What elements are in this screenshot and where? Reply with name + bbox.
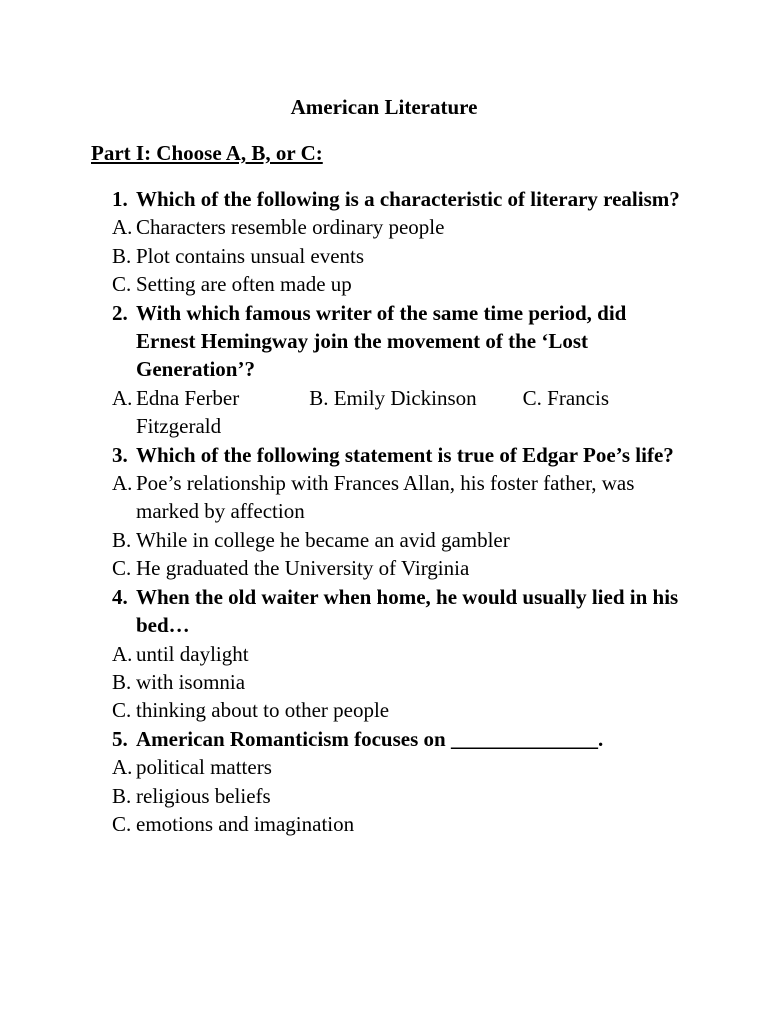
option-letter: B. xyxy=(112,783,132,808)
option-letter: C. xyxy=(522,385,542,410)
option-4a xyxy=(112,640,682,668)
question-text: Which of the following statement is true of Edgar Poe’s life? xyxy=(136,442,674,467)
option-letter: B. xyxy=(112,243,132,268)
question-text: With which famous writer of the same time period, did Ernest Hemingway join the movement of the ‘Lost Generation’? xyxy=(136,300,627,382)
question-1 xyxy=(112,185,682,213)
options-2-inline xyxy=(112,384,682,441)
option-letter: A. xyxy=(112,641,133,666)
question-3 xyxy=(112,441,682,469)
question-number: 4. xyxy=(112,584,128,609)
question-text: When the old waiter when home, he would usually lied in his bed… xyxy=(136,584,679,638)
option-4c xyxy=(112,696,682,724)
option-letter: A. xyxy=(112,385,133,410)
page-title: American Literature xyxy=(290,95,478,119)
question-number: 3. xyxy=(112,442,128,467)
option-letter: B. xyxy=(112,669,132,694)
option-letter: C. xyxy=(112,811,132,836)
option-text: Characters resemble ordinary people xyxy=(136,215,445,240)
question-5 xyxy=(112,725,682,753)
question-text: American Romanticism focuses on ______________. xyxy=(136,726,604,751)
option-letter: B. xyxy=(112,527,132,552)
option-letter: C. xyxy=(112,698,132,723)
option-text: He graduated the University of Virginia xyxy=(136,556,470,581)
option-1b xyxy=(112,242,682,270)
option-letter: C. xyxy=(112,272,132,297)
question-number: 2. xyxy=(112,300,128,325)
question-list xyxy=(112,185,682,838)
part-heading: Part I: Choose A, B, or C: xyxy=(91,141,323,165)
option-letter: B. xyxy=(309,385,329,410)
option-2b-text: Emily Dickinson xyxy=(333,385,477,410)
option-text: While in college he became an avid gambler xyxy=(136,527,510,552)
option-5a xyxy=(112,753,682,781)
option-1a xyxy=(112,213,682,241)
option-text: emotions and imagination xyxy=(136,811,355,836)
option-1c xyxy=(112,270,682,298)
option-text: thinking about to other people xyxy=(136,698,390,723)
option-text: political matters xyxy=(136,755,272,780)
option-2c-text: Francis Fitzgerald xyxy=(136,385,609,439)
option-text: religious beliefs xyxy=(136,783,271,808)
question-number: 5. xyxy=(112,726,128,751)
option-text: Poe’s relationship with Frances Allan, his foster father, was marked by affection xyxy=(136,471,635,524)
option-text: until daylight xyxy=(136,641,249,666)
option-text: Plot contains unsual events xyxy=(136,243,365,268)
option-text: with isomnia xyxy=(136,669,246,694)
option-letter: A. xyxy=(112,471,133,496)
option-2a-text: Edna Ferber xyxy=(136,385,240,410)
option-letter: A. xyxy=(112,215,133,240)
question-4 xyxy=(112,583,682,640)
question-number: 1. xyxy=(112,187,128,211)
option-letter: A. xyxy=(112,755,133,780)
option-5c xyxy=(112,810,682,838)
option-letter: C. xyxy=(112,556,132,581)
option-4b xyxy=(112,668,682,696)
option-3c xyxy=(112,554,682,582)
question-text: Which of the following is a characteristic of literary realism? xyxy=(136,187,680,211)
option-3a xyxy=(112,469,682,526)
option-5b xyxy=(112,782,682,810)
option-text: Setting are often made up xyxy=(136,272,352,297)
option-3b xyxy=(112,526,682,554)
question-2 xyxy=(112,299,682,384)
